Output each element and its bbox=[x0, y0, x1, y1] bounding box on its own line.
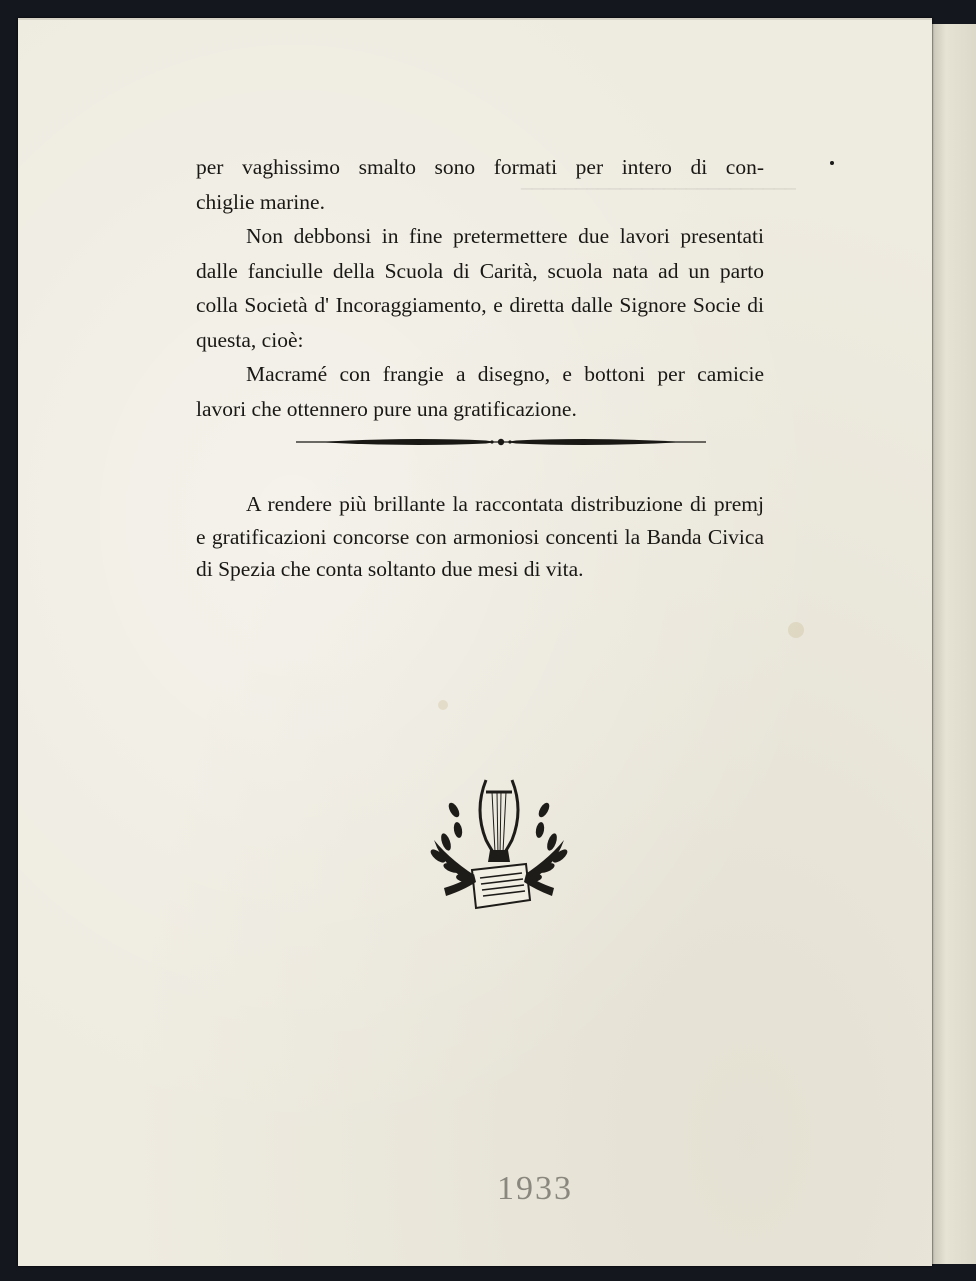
paragraph-banda-civica: A rendere più brillante la raccontata distribuzione di premj e gratificazioni concorse con armoniosi concenti la Banda Civica di Spezia che conta soltanto due mesi di vita. bbox=[196, 492, 764, 581]
archive-number: 1933 bbox=[497, 1170, 573, 1207]
lyre-emblem-icon bbox=[424, 770, 574, 922]
paragraph-macrame: Macramé con frangie a disegno, e bottoni per camicie lavori che ottennero pure una gratificazione. bbox=[196, 362, 764, 421]
top-text-block bbox=[196, 150, 764, 426]
paper-stain bbox=[788, 622, 804, 638]
next-page-edge bbox=[930, 24, 976, 1264]
ornamental-divider bbox=[296, 433, 706, 451]
show-through-texture: ‒‒‒‒‒‒‒‒‒‒‒‒‒‒‒‒‒‒‒‒‒‒‒‒‒ bbox=[521, 174, 796, 199]
text-line-2: chiglie marine. bbox=[196, 189, 325, 214]
text-line-1: per vaghissimo smalto sono formati per intero di con- bbox=[196, 155, 764, 179]
paper-stain bbox=[438, 700, 448, 710]
ink-speck bbox=[830, 161, 834, 165]
paragraph-school-works: Non debbonsi in fine pretermettere due lavori presentati dalle fanciulle della Scuola di Carità, scuola nata ad un parto colla Società d' Incoraggiamento, e diretta dalle Signore Socie di questa, cioè: bbox=[196, 224, 764, 352]
bottom-text-block bbox=[196, 488, 764, 586]
